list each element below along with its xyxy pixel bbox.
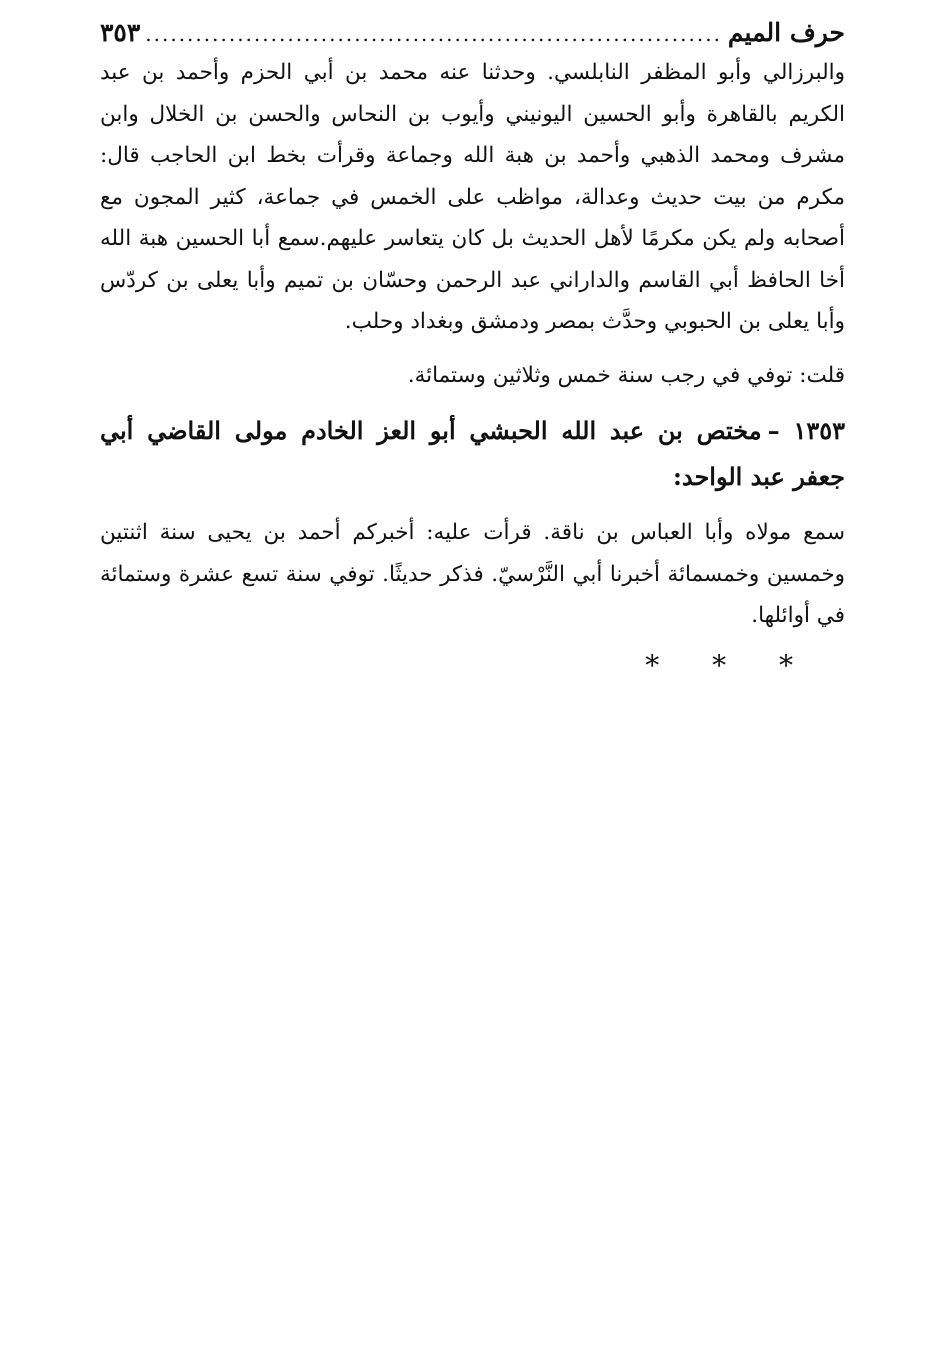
section-title: حرف الميم xyxy=(727,18,845,47)
paragraph-death-note: قلت: توفي في رجب سنة خمس وثلاثين وستمائة. xyxy=(407,362,845,388)
header-dot-leader xyxy=(146,15,722,53)
paragraph-spacer xyxy=(100,396,845,408)
page-number: ٣٥٣ xyxy=(100,18,141,47)
paragraph-spacer xyxy=(100,500,845,512)
section-end-ornament: * * * xyxy=(645,648,815,682)
entry-body: سمع مولاه وأبا العباس بن ناقة. قرأت عليه: أخبركم أحمد بن يحيى سنة اثنتين وخمسين وخمسمائة أخبرنا أبي النَّرْسيّ. فذكر حديثًا. توفي سنة تسع عشرة وستمائة في أوائلها. xyxy=(100,520,845,628)
entry-heading xyxy=(100,408,845,500)
entry-number: ١٣٥٣ – xyxy=(767,416,846,445)
book-page xyxy=(100,14,845,682)
entry-title: مختص بن عبد الله الحبشي أبو العز الخادم مولى القاضي أبي جعفر عبد الواحد: xyxy=(100,416,845,491)
paragraph-spacer xyxy=(100,343,845,355)
paragraph-continuation: والبرزالي وأبو المظفر النابلسي. وحدثنا عنه محمد بن أبي الحزم وأحمد بن عبد الكريم بالقاهرة وأبو الحسين اليونيني وأيوب بن النحاس والحسن بن الخلال وابن مشرف ومحمد الذهبي وأحمد بن هبة الله وجماعة وقرأت بخط ابن الحاجب قال: مكرم من بيت حديث وعدالة، مواظب على الخمس في جماعة، كثير المجون مع أصحابه ولم يكن مكرمًا لأهل الحديث بل كان يتعاسر عليهم.سمع أبا الحسين هبة الله أخا الحافظ أبي القاسم والداراني عبد الرحمن وحسّان بن تميم وأبا يعلى بن كردّس وأبا يعلى بن الحبوبي وحدَّث بمصر ودمشق وبغداد وحلب. xyxy=(100,60,845,334)
page-body xyxy=(100,52,845,682)
running-header xyxy=(100,14,845,52)
